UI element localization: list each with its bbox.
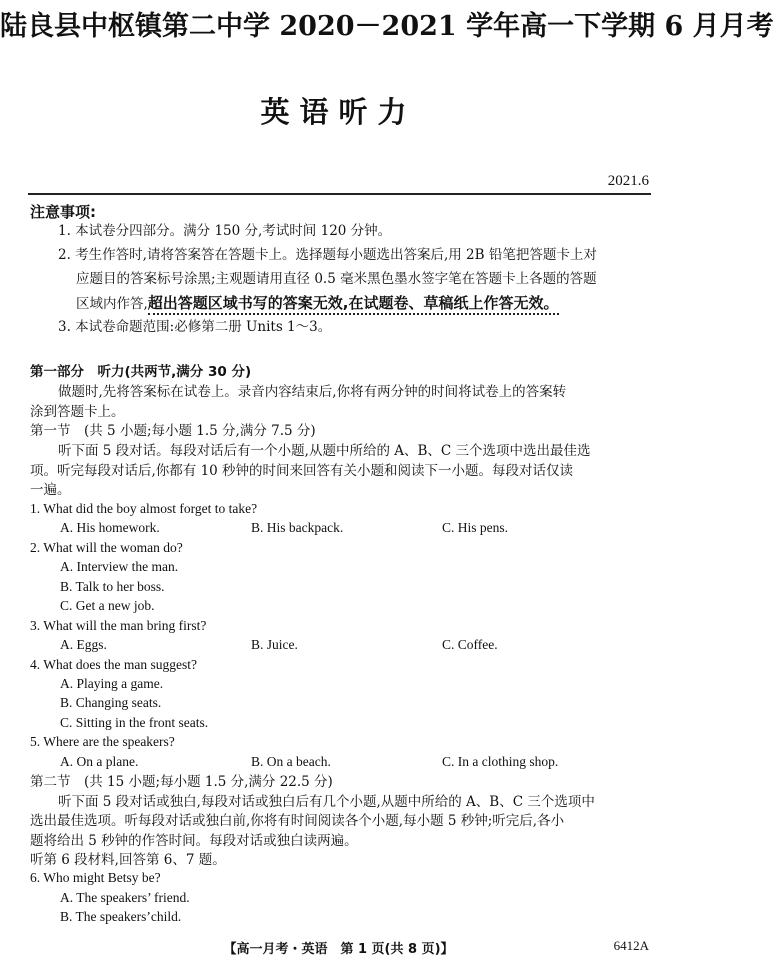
question-1-option-c: C. His pens. <box>442 520 509 535</box>
part1-heading: 第一部分 听力(共两节,满分 30 分) <box>30 364 252 380</box>
question-5-option-a: A. On a plane. <box>60 754 139 769</box>
question-5-option-c: C. In a clothing shop. <box>442 754 559 769</box>
part1-intro-line-2: 涂到答题卡上。 <box>30 404 125 420</box>
section2-instr-line-1: 听下面 5 段对话或独白,每段对话或独白后有几个小题,从题中所给的 A、B、C 三个选项中 <box>58 794 595 810</box>
question-5: 5. Where are the speakers? <box>30 734 175 749</box>
section1-instr-line-1: 听下面 5 段对话。每段对话后有一个小题,从题中所给的 A、B、C 三个选项中选出最佳选 <box>58 443 591 459</box>
exam-title: 陆良县中枢镇第二中学 2020－2021 学年高一下学期 6 月月考 <box>0 11 774 42</box>
question-1: 1. What did the boy almost forget to take? <box>30 501 258 516</box>
notice-item-3: 3. 本试卷命题范围:必修第二册 Units 1～3。 <box>58 319 332 335</box>
question-1-option-b: B. His backpack. <box>251 520 344 535</box>
notice-item-1: 1. 本试卷分四部分。满分 150 分,考试时间 120 分钟。 <box>58 223 392 239</box>
exam-subtitle: 英语听力 <box>260 95 417 129</box>
exam-date: 2021.6 <box>607 173 649 189</box>
question-4-option-a: A. Playing a game. <box>60 676 164 691</box>
question-3-option-b: B. Juice. <box>251 637 298 652</box>
question-4: 4. What does the man suggest? <box>30 657 197 672</box>
section1-instr-line-3: 一遍。 <box>30 482 71 498</box>
question-3-option-a: A. Eggs. <box>60 637 107 652</box>
notice-item-2-line-3 <box>76 294 559 313</box>
question-6-option-b: B. The speakers’child. <box>60 909 182 924</box>
section2-instr-line-2: 选出最佳选项。听每段对话或独白前,你将有时间阅读各个小题,每小题 5 秒钟;听完后,各小 <box>30 813 565 829</box>
question-5-option-b: B. On a beach. <box>251 754 331 769</box>
question-6-option-a: A. The speakers’ friend. <box>60 890 190 905</box>
question-2-option-b: B. Talk to her boss. <box>60 579 165 594</box>
header-rule <box>28 193 651 195</box>
notice-item-2-line-3-plain: 区域内作答, <box>76 296 148 312</box>
question-2-option-c: C. Get a new job. <box>60 598 155 613</box>
section2-instr-line-3: 题将给出 5 秒钟的作答时间。每段对话或独白读两遍。 <box>30 833 358 849</box>
section2-heading: 第二节 (共 15 小题;每小题 1.5 分,满分 22.5 分) <box>30 774 333 790</box>
question-2-option-a: A. Interview the man. <box>60 559 179 574</box>
notice-heading: 注意事项: <box>30 203 96 221</box>
paper-code: 6412A <box>613 938 649 953</box>
question-4-option-b: B. Changing seats. <box>60 695 162 710</box>
notice-item-2-line-2: 应题目的答案标号涂黑;主观题请用直径 0.5 毫米黑色墨水签字笔在答题卡上各题的答题 <box>76 271 597 287</box>
question-2: 2. What will the woman do? <box>30 540 183 555</box>
section2-material-6: 听第 6 段材料,回答第 6、7 题。 <box>30 852 226 868</box>
question-3-option-c: C. Coffee. <box>442 637 498 652</box>
section1-heading: 第一节 (共 5 小题;每小题 1.5 分,满分 7.5 分) <box>30 423 316 439</box>
part1-intro-line-1: 做题时,先将答案标在试卷上。录音内容结束后,你将有两分钟的时间将试卷上的答案转 <box>58 384 567 400</box>
section1-instr-line-2: 项。听完每段对话后,你都有 10 秒钟的时间来回答有关小题和阅读下一小题。每段对话仅读 <box>30 463 574 479</box>
question-4-option-c: C. Sitting in the front seats. <box>60 715 209 730</box>
question-3: 3. What will the man bring first? <box>30 618 207 633</box>
question-1-option-a: A. His homework. <box>60 520 160 535</box>
page-footer: 【高一月考・英语 第 1 页(共 8 页)】 <box>223 942 454 957</box>
question-6: 6. Who might Betsy be? <box>30 870 161 885</box>
notice-emphasis: 超出答题区域书写的答案无效,在试题卷、草稿纸上作答无效。 <box>148 294 559 315</box>
notice-item-2-line-1: 2. 考生作答时,请将答案答在答题卡上。选择题每小题选出答案后,用 2B 铅笔把答题卡上对 <box>58 247 597 263</box>
